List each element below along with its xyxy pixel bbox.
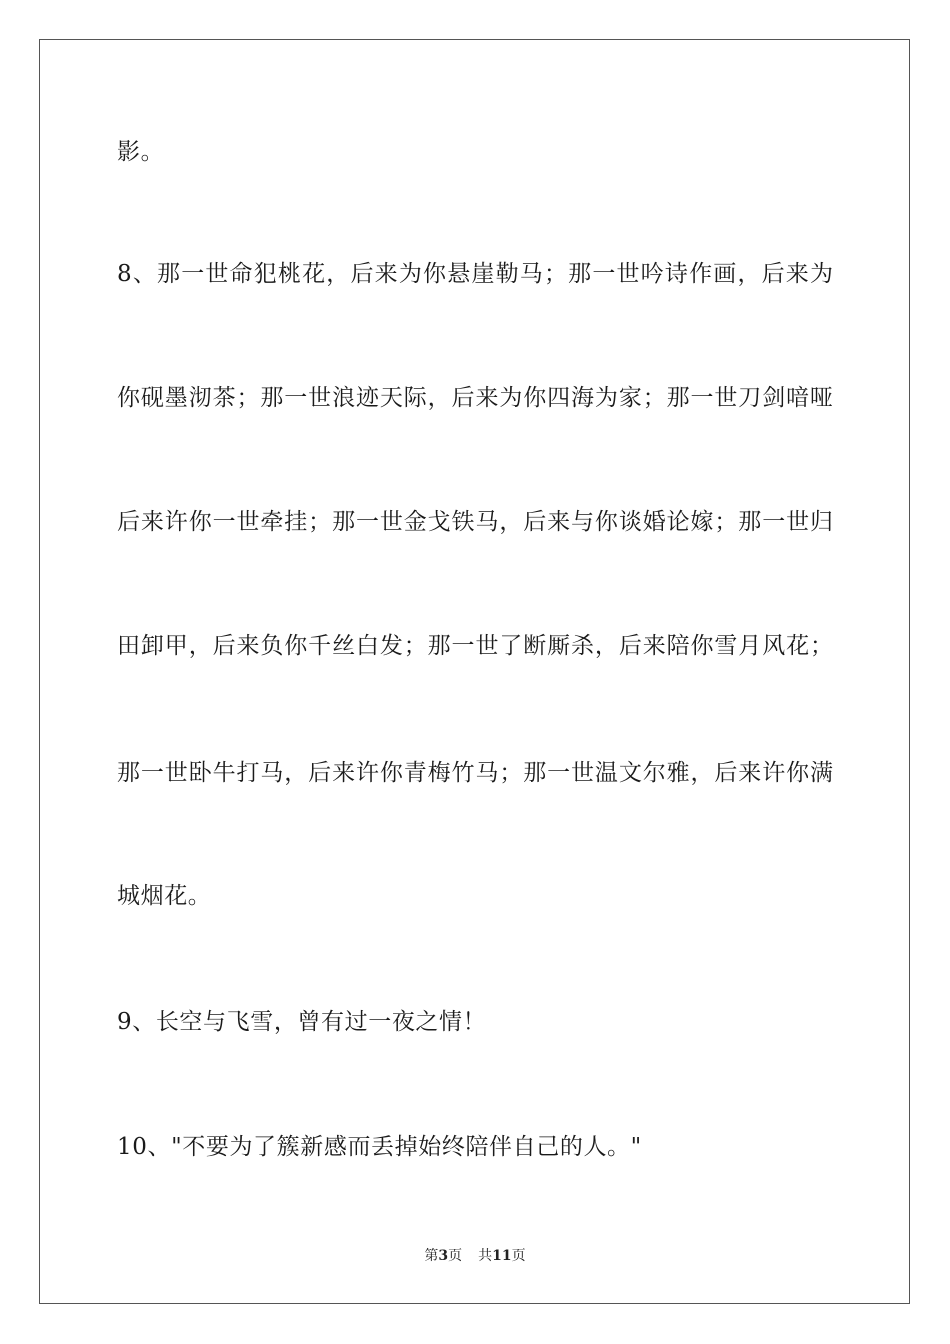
total-unit: 页 — [511, 1248, 526, 1264]
text-line: 影。 — [117, 139, 165, 165]
text-line: 9、长空与飞雪，曾有过一夜之情！ — [117, 1009, 487, 1035]
page-border — [39, 39, 910, 1304]
page-total-number: 11 — [492, 1248, 512, 1264]
text-line: 10、"不要为了簇新感而丢掉始终陪伴自己的人。" — [117, 1134, 642, 1160]
text-line: 那一世卧牛打马，后来许你青梅竹马；那一世温文尔雅，后来许你满 — [117, 760, 833, 786]
text-line: 后来许你一世牵挂；那一世金戈铁马，后来与你谈婚论嫁；那一世归 — [117, 509, 833, 535]
page-unit: 页 — [448, 1248, 463, 1264]
text-line: 田卸甲，后来负你千丝白发；那一世了断厮杀，后来陪你雪月风花； — [117, 633, 833, 659]
total-prefix: 共 — [478, 1248, 493, 1264]
text-line: 你砚墨沏茶；那一世浪迹天际，后来为你四海为家；那一世刀剑喑哑 — [117, 385, 833, 411]
page-prefix: 第 — [424, 1248, 439, 1264]
text-line: 城烟花。 — [117, 883, 212, 909]
page-current-number: 3 — [438, 1248, 449, 1264]
text-line: 8、那一世命犯桃花，后来为你悬崖勒马；那一世吟诗作画，后来为 — [117, 261, 833, 287]
page-footer — [0, 1246, 950, 1266]
